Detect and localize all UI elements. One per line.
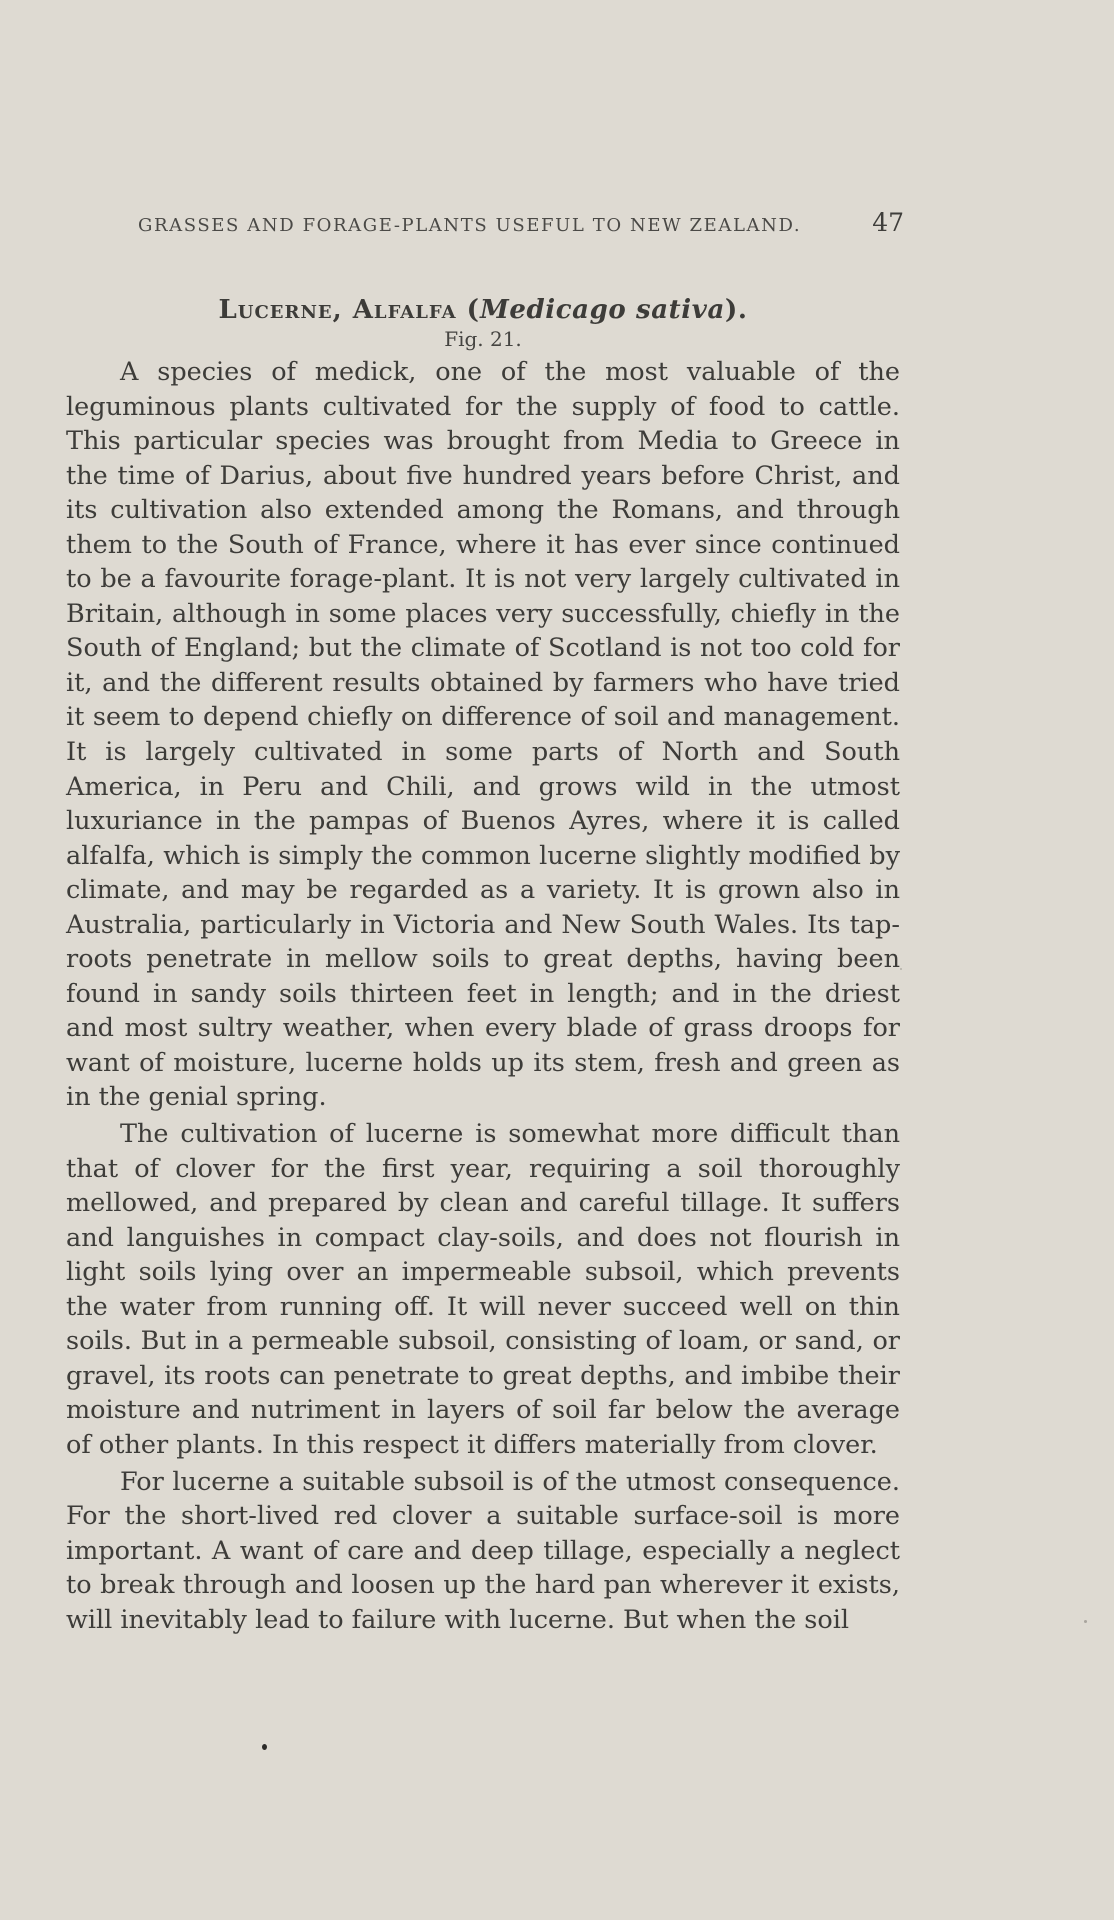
heading-latin-name: Medicago sativa: [479, 295, 725, 325]
paragraph-1: A species of medick, one of the most valuable of the leguminous plants cultivated for the supply of food to cattle. This particular species was brought from Media to Greece in the time of Darius, about five hundred years before Christ, and its cultivation also extended among the Romans, and through them to the South of France, where it has ever since continued to be a favourite forage-plant. It is not very largely cultivated in Britain, although in some places very successfully, chiefly in the South of England; but the climate of Scotland is not too cold for it, and the different results obtained by farmers who have tried it seem to depend chiefly on difference of soil and management. It is largely cultivated in some parts of North and South America, in Peru and Chili, and grows wild in the utmost luxuriance in the pampas of Buenos Ayres, where it is called alfalfa, which is simply the common lucerne slightly modified by climate, and may be regarded as a variety. It is grown also in Australia, particularly in Victoria and New South Wales. Its tap-roots penetrate in mellow soils to great depths, having been found in sandy soils thirteen feet in length; and in the driest and most sultry weather, when every blade of grass droops for want of moisture, lucerne holds up its stem, fresh and green as in the genial spring.: [66, 357, 900, 1113]
paper-speck: [900, 968, 902, 970]
article: [66, 295, 900, 1637]
printer-mark-dot: [262, 1744, 267, 1750]
running-head: [138, 208, 904, 237]
figure-reference: Fig. 21.: [444, 327, 522, 351]
page-number: 47: [872, 208, 904, 237]
section-heading: [66, 295, 900, 325]
paragraph-2: The cultivation of lucerne is somewhat more difficult than that of clover for the first year, requiring a soil thoroughly mellowed, and prepared by clean and careful tillage. It suffers and languishes in compact clay-soils, and does not flourish in light soils lying over an impermeable subsoil, which prevents the water from running off. It will never succeed well on thin soils. But in a permeable subsoil, consisting of loam, or sand, or gravel, its roots can penetrate to great depths, and imbibe their moisture and nutriment in layers of soil far below the average of other plants. In this respect it differs materially from clover.: [66, 1119, 900, 1460]
running-title: GRASSES AND FORAGE-PLANTS USEFUL TO NEW ZEALAND.: [138, 215, 802, 236]
heading-common-names: Lucerne, Alfalfa (: [218, 295, 480, 325]
heading-close: ).: [724, 295, 748, 325]
paper-speck: [1084, 1620, 1087, 1623]
paragraph-3: For lucerne a suitable subsoil is of the utmost consequence. For the short-lived red clover a suitable surface-soil is more important. A want of care and deep tillage, especially a neglect to break through and loosen up the hard pan wherever it exists, will inevitably lead to failure with lucerne. But when the soil: [66, 1466, 900, 1635]
